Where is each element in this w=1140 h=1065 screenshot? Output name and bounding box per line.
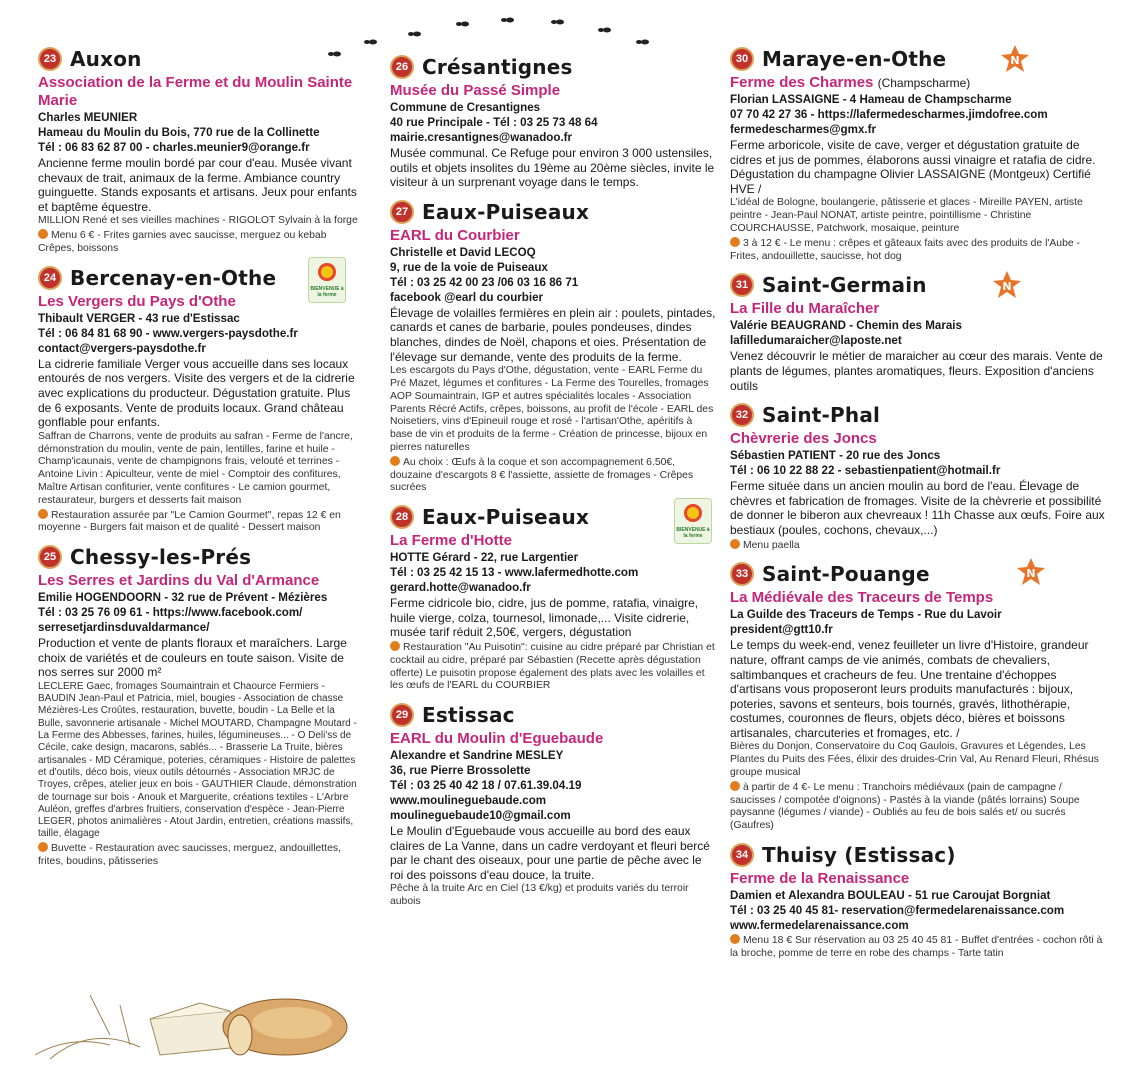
svg-text:N: N — [1026, 567, 1036, 581]
flower-icon — [684, 504, 702, 522]
contact-email[interactable]: lafilledumaraicher@laposte.net — [730, 334, 902, 348]
bienvenue-ferme-logo — [674, 498, 712, 544]
contact-name: Commune de Cresantignes — [390, 101, 541, 114]
restauration — [730, 934, 1108, 961]
description: Musée communal. Ce Refuge pour environ 3 000 ustensiles, outils et objets insolites du 19ème au 20ème siècles, invite le visiteur à un surprenant voyage dans le temps. — [390, 146, 715, 190]
restaurant-icon — [730, 781, 740, 791]
contact-phone[interactable]: Tél : 06 83 62 87 00 - charles.meunier9@orange.fr — [38, 141, 310, 154]
entry-32 — [730, 400, 1108, 552]
entry-26 — [390, 52, 716, 190]
entry-heading — [390, 502, 716, 532]
farm-name — [730, 74, 1108, 92]
town-name: Saint-Phal — [762, 403, 881, 428]
bienvenue-ferme-logo — [308, 257, 346, 303]
exhibitors: MILLION René et ses vieilles machines - RIGOLOT Sylvain à la forge — [38, 215, 358, 227]
contact-name: Alexandre et Sandrine MESLEY — [390, 749, 564, 763]
contact-email[interactable]: fermedescharmes@gmx.fr — [730, 123, 876, 136]
restauration — [38, 229, 360, 256]
description: Venez découvrir le métier de maraicher au cœur des marais. Vente de plants de légumes, plantes aromatiques, fleurs. Exposition d'anciens outils — [730, 349, 1103, 393]
restauration-text: Restauration "Au Puisotin": cuisine au cidre préparé par Christian et cocktail au cidre, préparé par Sébastien (Recette après dégustation offerte) Le puisotin propose également des plats avec les volailles et les œufs de l'EARL du COURBIER — [390, 641, 715, 692]
contact-address: Thibault VERGER - 43 rue d'Estissac — [38, 311, 240, 325]
restauration — [730, 237, 1108, 264]
contact-address: Damien et Alexandra BOULEAU - 51 rue Caroujat Borgniat — [730, 889, 1051, 903]
contact-phone[interactable]: 07 70 42 27 36 - https://lafermedescharmes.jimdofree.com — [730, 108, 1048, 121]
contact-email[interactable]: mairie.cresantignes@wanadoo.fr — [390, 131, 573, 144]
contact-phone[interactable]: Tél : 06 10 22 88 22 - sebastienpatient@hotmail.fr — [730, 464, 1001, 478]
farm-name: Les Serres et Jardins du Val d'Armance — [38, 572, 320, 590]
farm-name: Les Vergers du Pays d'Othe — [38, 292, 236, 310]
logo-label: BIENVENUE à la ferme — [310, 285, 344, 298]
entry-number: 32 — [730, 403, 754, 427]
description: Le Moulin d'Eguebaude vous accueille au bord des eaux claires de La Vanne, dans un cadre verdoyant et fleuri bercé par le chant des oiseaux, pour une partie de pêche avec le roi des poissons d'eau douce, la truite. — [390, 824, 710, 882]
farm-title: Ferme des Charmes — [730, 74, 874, 91]
column-right — [730, 44, 1108, 968]
entry-number: 24 — [38, 266, 62, 290]
column-middle — [390, 52, 716, 916]
town-name: Maraye-en-Othe — [762, 47, 947, 71]
entry-28 — [390, 502, 716, 693]
contact-website[interactable]: www.moulineguebaude.com — [390, 794, 547, 808]
contact-email[interactable]: contact@vergers-paysdothe.fr — [38, 341, 206, 355]
contact-website[interactable]: www.fermedelarenaissance.com — [730, 919, 909, 933]
restauration — [390, 456, 716, 495]
restaurant-icon — [38, 509, 48, 519]
exhibitors: LECLERE Gaec, fromages Soumaintrain et Chaource Fermiers - BAUDIN Jean-Paul et Patricia, miel, bougies - Association de chasse Mézières-Les Croûtes, restauration, buvette, boudin - La Belle et la Bulle, savonnerie artisanale - Michel MOUTARD, Champagne Moutard - La Ferme des Abbesses, farines, huiles, légumineuses... - O Deli'ss de Cécile, cake design, macarons, sablés... - Brasserie La Truite, bières artisanales - MD Céramique, poteries, céramiques - Histoire de palettes et d'outils, déco bois, vieux outils détournés - Association MRJC de Troyes, crêpes, atelier jeux en bois - GAUTHIER Claude, démonstration de tournage sur bois - Anouk et Marguerite, créations textiles - L'Arbre Auléon, greffes d'arbres fruitiers, conservation d'espèce - Jean-Pierre LEGER, photos animalières - Atout Jardin, entretien, créations massifs, taille, élagage — [38, 680, 357, 840]
svg-text:N: N — [1002, 280, 1012, 294]
entry-heading — [730, 559, 1108, 589]
contact-phone[interactable]: Tél : 06 84 81 68 90 - www.vergers-paysdothe.fr — [38, 326, 298, 340]
town-name: Chessy-les-Prés — [70, 545, 252, 570]
town-name: Bercenay-en-Othe — [70, 265, 277, 290]
entry-number: 27 — [390, 200, 414, 224]
entry-30 — [730, 44, 1108, 263]
contact-address: HOTTE Gérard - 22, rue Largentier — [390, 551, 579, 565]
contact-phone[interactable]: Tél : 03 25 76 09 61 - https://www.facebook.com/ serresetjardinsduvaldarmance/ — [38, 606, 303, 635]
farm-name: Association de la Ferme et du Moulin Sainte Marie — [38, 74, 353, 109]
restauration — [390, 641, 716, 693]
description: Ferme arboricole, visite de cave, verger et dégustation gratuite de cidres et jus de pommes, élaborons aussi vinaigre et ratafia de cidre. Dégustation du champagne Olivier LASSAIGNE (Montgeux) Certifié HVE / — [730, 138, 1096, 196]
restauration — [38, 842, 360, 869]
farm-name: La Ferme d'Hotte — [390, 532, 512, 550]
entry-34 — [730, 840, 1108, 961]
town-name: Crésantignes — [422, 55, 573, 79]
entry-heading — [38, 44, 360, 74]
contact-address: La Guilde des Traceurs de Temps - Rue du Lavoir — [730, 608, 1002, 622]
town-name: Eaux-Puiseaux — [422, 199, 590, 224]
description: Le temps du week-end, venez feuilleter un livre d'Histoire, grandeur nature, offrant camps de vie animés, combats de chevaliers, saltimbanques et cracheurs de feu. Une trentaine d'échoppes d'artisans vous proposeront leurs produits manufacturés : bijoux, poteries, savons et senteurs, bois tournés, gravés, lithothérapie, costumes, couronnes de fleurs, objets déco, bières et boissons artisanales, charcuteries et fromages, etc. / — [730, 638, 1089, 740]
restauration-text: Menu paella — [743, 539, 800, 551]
restauration-text: Menu 6 € - Frites garnies avec saucisse, merguez ou kebab Crêpes, boissons — [38, 230, 327, 254]
entry-24 — [38, 263, 360, 535]
farm-name: Chèvrerie des Joncs — [730, 430, 877, 448]
restaurant-icon — [390, 641, 400, 651]
description: Ferme située dans un ancien moulin au bord de l'eau. Élevage de chèvres et fabrication de fromages. Visite de la chèvrerie et possibilité de donner le biberon aux chevreaux ! 11h Chasse aux œufs. Foire aux bestiaux (poules, cochons, chevaux,...) — [730, 479, 1105, 537]
restauration — [730, 539, 1108, 553]
new-badge-icon — [992, 270, 1022, 300]
farm-name: La Fille du Maraîcher — [730, 300, 880, 318]
entry-33 — [730, 559, 1108, 833]
town-name: Thuisy (Estissac) — [762, 843, 956, 868]
farm-name: Ferme de la Renaissance — [730, 870, 910, 888]
entry-31 — [730, 270, 1108, 393]
contact-phone[interactable]: Tél : 03 25 42 00 23 /06 03 16 86 71 — [390, 275, 579, 289]
farm-name: EARL du Courbier — [390, 226, 520, 244]
restaurant-icon — [38, 229, 48, 239]
contact-address: 9, rue de la voie de Puiseaux — [390, 260, 548, 274]
entry-number: 23 — [38, 47, 62, 71]
description: Ancienne ferme moulin bordé par cour d'eau. Musée vivant chevaux de trait, animaux de la ferme. Ambiance country guinguette. Stands exposants et artisans. Jeux pour enfants et baptême équestre. — [38, 156, 357, 214]
entry-27 — [390, 197, 716, 495]
new-badge-icon — [1000, 44, 1030, 74]
restauration — [730, 781, 1108, 833]
entry-25 — [38, 542, 360, 868]
restaurant-icon — [38, 842, 48, 852]
restauration-text: Restauration assurée par "Le Camion Gourmet", repas 12 € en moyenne - Burgers fait maison et de qualité - Dessert maison — [38, 509, 341, 534]
town-name: Auxon — [70, 47, 142, 71]
entry-number: 34 — [730, 843, 754, 867]
food-illustration — [30, 975, 360, 1061]
description: La cidrerie familiale Verger vous accueille dans ses locaux entourés de nos vergers. Visite des vergers et de la cidrerie avec explications du producteur. Dégustation gratuite. Plus de 6 exposants. Vente de produits locaux. Grand château gonflable pour enfants. — [38, 356, 355, 430]
entry-number: 31 — [730, 273, 754, 297]
column-left — [38, 44, 360, 875]
restauration-text: 3 à 12 € - Le menu : crêpes et gâteaux faits avec des produits de l'Aube - Frites, andouillette, saucisse, hot dog — [730, 237, 1080, 262]
contact-address: 36, rue Pierre Brossolette — [390, 764, 531, 778]
contact-facebook[interactable]: facebook @earl du courbier — [390, 290, 544, 304]
entry-heading — [390, 197, 716, 227]
restauration-text: Au choix : Œufs à la coque et son accompagnement 6.50€, douzaine d'escargots 8 € l'assiette, assiette de fromages - Crêpes sucrées — [390, 456, 694, 494]
entry-heading — [730, 270, 1108, 300]
contact-email[interactable]: president@gtt10.fr — [730, 623, 833, 637]
entry-number: 28 — [390, 505, 414, 529]
contact-email[interactable]: gerard.hotte@wanadoo.fr — [390, 581, 531, 595]
exhibitors: Bières du Donjon, Conservatoire du Coq Gaulois, Gravures et Légendes, Les Plantes du Puits des Fées, élixir des druides-Crin Val, Au Renard Fleuri, Rhésus groupe musical — [730, 741, 1099, 779]
farm-subtitle: (Champscharme) — [877, 76, 971, 90]
description: Élevage de volailles fermières en plein air : poulets, pintades, canards et canes de barbarie, poules pondeuses, dindes blanches, dindes de Noël, chapons et oies. Présentation de l'élevage sur demande, vente des produits de la ferme. — [390, 305, 716, 364]
logo-label: BIENVENUE à la ferme — [676, 527, 710, 540]
entry-29 — [390, 700, 716, 909]
contact-name: Charles MEUNIER — [38, 111, 138, 124]
restaurant-icon — [730, 539, 740, 549]
new-badge-icon — [1016, 557, 1046, 587]
entry-heading — [730, 400, 1108, 430]
town-name: Saint-Pouange — [762, 562, 930, 587]
contact-phone[interactable]: Tél : 03 25 40 42 18 / 07.61.39.04.19 — [390, 779, 582, 793]
contact-phone[interactable]: Tél : 03 25 40 45 81- reservation@fermedelarenaissance.com — [730, 904, 1065, 918]
svg-text:N: N — [1010, 54, 1020, 67]
restaurant-icon — [390, 456, 400, 466]
farm-name: Musée du Passé Simple — [390, 82, 561, 99]
contact-phone[interactable]: 40 rue Principale - Tél : 03 25 73 48 64 — [390, 116, 598, 129]
contact-email[interactable]: moulineguebaude10@gmail.com — [390, 809, 571, 823]
town-name: Eaux-Puiseaux — [422, 505, 590, 530]
entry-number: 26 — [390, 55, 414, 79]
entry-heading — [730, 44, 1108, 74]
exhibitors: L'idéal de Bologne, boulangerie, pâtisserie et glaces - Mireille PAYEN, artiste peintre - Jean-Paul NONAT, artiste peintre, pointillisme - Christine COURCHAUSSE, Patchwork, mosaique, peinture — [730, 197, 1083, 234]
description: Production et vente de plants floraux et maraîchers. Large choix de variétés et de couleurs en toute saison. Visite de nos serres sur 2000 m² — [38, 636, 347, 680]
entry-23 — [38, 44, 360, 256]
contact-address: Valérie BEAUGRAND - Chemin des Marais — [730, 319, 962, 333]
restauration — [38, 509, 360, 536]
restauration-text: à partir de 4 €- Le menu : Tranchoirs médiévaux (pain de campagne / saucisses / compotée d'oignons) - Pastés à la viande (pâtés lorrains) Soupe paysanne (légumes / viande) - Oubliés au feu de bois salés et/ ou sucrés (Gaufres) — [730, 781, 1080, 832]
exhibitors: Pêche à la truite Arc en Ciel (13 €/kg) et produits variés du terroir aubois — [390, 883, 689, 908]
entry-heading — [730, 840, 1108, 870]
contact-address: Emilie HOGENDOORN - 32 rue de Prévent - Mézières — [38, 591, 328, 605]
contact-phone[interactable]: Tél : 03 25 42 15 13 - www.lafermedhotte.com — [390, 566, 639, 580]
entry-heading — [390, 52, 716, 82]
entry-heading — [390, 700, 716, 730]
exhibitors: Saffran de Charrons, vente de produits au safran - Ferme de l'ancre, démonstration du moulin, vente de pain, lentilles, farine et huile - Champ'icaunais, vente de champignons frais, velouté et terrines - Antoine Livin : Apiculteur, vente de miel - Comptoir des confitures, Maître Artisan confiturier, vente confitures - Le camion gourmet, restaurateur, burgers et desserts fait maison — [38, 430, 353, 506]
restaurant-icon — [730, 237, 740, 247]
restauration-text: Menu 18 € Sur réservation au 03 25 40 45 81 - Buffet d'entrées - cochon rôti à la broche, pomme de terre en robe des champs - Tarte tatin — [730, 935, 1103, 959]
entry-number: 29 — [390, 703, 414, 727]
farm-name: La Médiévale des Traceurs de Temps — [730, 589, 994, 607]
contact-address: Florian LASSAIGNE - 4 Hameau de Champscharme — [730, 93, 1012, 106]
restauration-text: Buvette - Restauration avec saucisses, merguez, andouillettes, frites, boudins, pâtisseries — [38, 842, 341, 867]
entry-heading — [38, 542, 360, 572]
town-name: Saint-Germain — [762, 273, 927, 298]
restaurant-icon — [730, 934, 740, 944]
contact-name: Christelle et David LECOQ — [390, 245, 536, 259]
entry-number: 30 — [730, 47, 754, 71]
farm-name: EARL du Moulin d'Eguebaude — [390, 730, 604, 748]
flower-icon — [318, 263, 336, 281]
entry-number: 33 — [730, 562, 754, 586]
contact-address: Hameau du Moulin du Bois, 770 rue de la Collinette — [38, 126, 320, 139]
entry-number: 25 — [38, 545, 62, 569]
contact-address: Sébastien PATIENT - 20 rue des Joncs — [730, 449, 941, 463]
exhibitors: Les escargots du Pays d'Othe, dégustation, vente - EARL Ferme du Pré Mazet, légumes et confitures - La Ferme des Tourelles, fromages AOP Soumaintrain, IGP et autres spécialités locales - Association Parents Récré Actifs, crêpes, boissons, au profit de l'école - EARL des Noisetiers, vins d'Epineuil rouge et rosé - l'artisan'Othe, apéritifs à base de vin et produits de la ferme - Création de princesse, bijoux en pierres naturelles — [390, 365, 714, 453]
town-name: Estissac — [422, 703, 515, 728]
description: Ferme cidricole bio, cidre, jus de pomme, ratafia, vinaigre, huile vierge, colza, tournesol, limonade,... Visite cidrerie, musée tarif réduit 2,50€, vergers, dégustation — [390, 596, 699, 640]
